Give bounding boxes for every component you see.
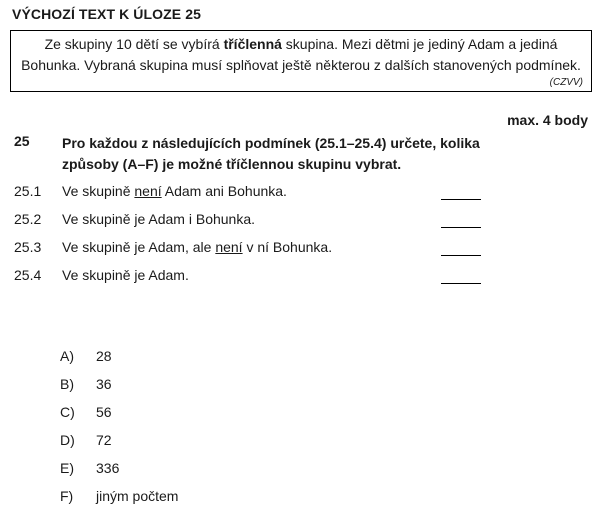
answer-blank[interactable] bbox=[441, 227, 481, 228]
subtask-25-1 bbox=[14, 183, 494, 203]
option-c bbox=[60, 404, 360, 424]
subtask-number: 25.3 bbox=[14, 239, 42, 255]
answer-blank[interactable] bbox=[441, 283, 481, 284]
subtask-underlined-word: není bbox=[215, 239, 243, 255]
subtask-text-start: Ve skupině je Adam, ale bbox=[62, 239, 216, 255]
option-letter: B) bbox=[60, 376, 74, 392]
option-value: 56 bbox=[96, 404, 112, 420]
option-value: 72 bbox=[96, 432, 112, 448]
option-value: jiným počtem bbox=[96, 488, 179, 504]
option-a bbox=[60, 348, 360, 368]
option-value: 28 bbox=[96, 348, 112, 364]
source-text-line-1-start: Ze skupiny 10 dětí se vybírá bbox=[44, 36, 224, 52]
option-value: 36 bbox=[96, 376, 112, 392]
subtask-underlined-word: není bbox=[134, 183, 162, 199]
source-text-heading: VÝCHOZÍ TEXT K ÚLOZE 25 bbox=[12, 6, 201, 22]
subtask-text-end: v ní Bohunka. bbox=[242, 239, 333, 255]
source-credit: (CZVV) bbox=[549, 77, 583, 88]
source-text-box bbox=[10, 30, 592, 92]
subtask-25-2 bbox=[14, 211, 494, 231]
option-d bbox=[60, 432, 360, 452]
option-e bbox=[60, 460, 360, 480]
source-text-emphasis: tříčlenná bbox=[223, 36, 282, 52]
option-letter: C) bbox=[60, 404, 75, 420]
subtask-text: Ve skupině je Adam. bbox=[62, 267, 189, 283]
task-number: 25 bbox=[14, 133, 30, 149]
subtask-number: 25.2 bbox=[14, 211, 42, 227]
subtask-text bbox=[62, 183, 287, 199]
subtask-text-start: Ve skupině bbox=[62, 183, 135, 199]
subtask-text-end: Adam ani Bohunka. bbox=[161, 183, 287, 199]
source-text-line-2: Bohunka. Vybraná skupina musí splňovat ještě některou z dalších stanovených podmínek. bbox=[21, 57, 581, 73]
option-letter: D) bbox=[60, 432, 75, 448]
task-instruction: Pro každou z následujících podmínek (25.1–25.4) určete, kolika způsoby (A–F) je možné tříčlennou skupinu vybrat. bbox=[62, 135, 480, 172]
answer-blank[interactable] bbox=[441, 255, 481, 256]
subtask-text bbox=[62, 239, 332, 255]
option-letter: F) bbox=[60, 488, 74, 504]
subtask-text: Ve skupině je Adam i Bohunka. bbox=[62, 211, 256, 227]
max-points: max. 4 body bbox=[507, 112, 588, 128]
subtask-25-4 bbox=[14, 267, 494, 287]
option-f bbox=[60, 488, 360, 508]
option-b bbox=[60, 376, 360, 396]
subtask-number: 25.4 bbox=[14, 267, 42, 283]
subtask-25-3 bbox=[14, 239, 494, 259]
source-text-line-1 bbox=[11, 36, 591, 52]
answer-blank[interactable] bbox=[441, 199, 481, 200]
option-value: 336 bbox=[96, 460, 120, 476]
option-letter: A) bbox=[60, 348, 74, 364]
source-text-line-1-end: skupina. Mezi dětmi je jediný Adam a jediná bbox=[281, 36, 558, 52]
option-letter: E) bbox=[60, 460, 74, 476]
subtask-number: 25.1 bbox=[14, 183, 42, 199]
